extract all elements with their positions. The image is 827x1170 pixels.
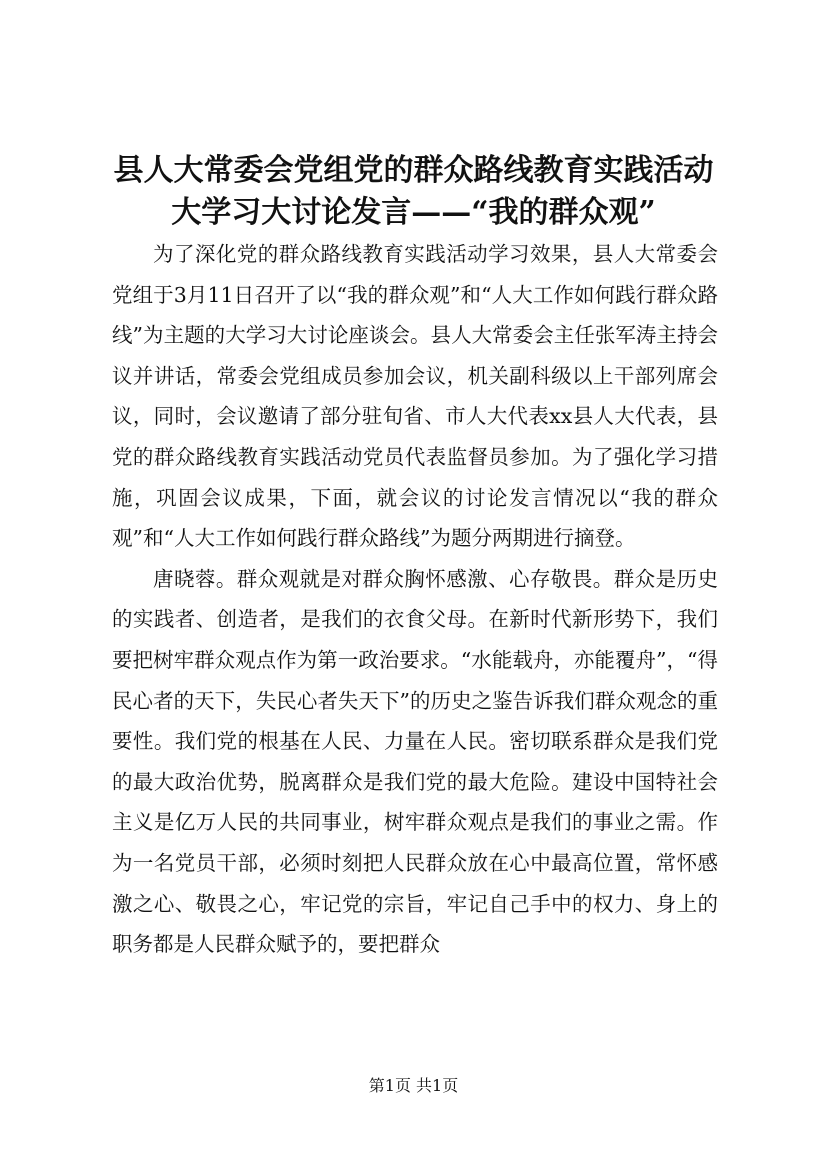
paragraph-1: 为了深化党的群众路线教育实践活动学习效果，县人大常委会党组于3月11日召开了以“我的群众观”和“人大工作如何践行群众路线”为主题的大学习大讨论座谈会。县人大常委会主任张军涛主持会议并讲话，常委会党组成员参加会议，机关副科级以上干部列席会议，同时，会议邀请了部分驻旬省、市人大代表xx县人大代表，县党的群众路线教育实践活动党员代表监督员参加。为了强化学习措施，巩固会议成果，下面，就会议的讨论发言情况以“我的群众观”和“人大工作如何践行群众路线”为题分两期进行摘登。: [112, 242, 718, 551]
document-body: [112, 234, 718, 965]
page-number-footer: 第1页 共1页: [368, 1076, 459, 1095]
title-line-2: 大学习大讨论发言——“我的群众观”: [171, 195, 656, 230]
paragraph-2: 唐晓蓉。群众观就是对群众胸怀感激、心存敬畏。群众是历史的实践者、创造者，是我们的衣食父母。在新时代新形势下，我们要把树牢群众观点作为第一政治要求。“水能载舟，亦能覆舟”，“得民心者的天下，失民心者失天下”的历史之鉴告诉我们群众观念的重要性。我们党的根基在人民、力量在人民。密切联系群众是我们党的最大政治优势，脱离群众是我们党的最大危险。建设中国特社会主义是亿万人民的共同事业，树牢群众观点是我们的事业之需。作为一名党员干部，必须时刻把人民群众放在心中最高位置，常怀感激之心、敬畏之心，牢记党的宗旨，牢记自己手中的权力、身上的职务都是人民群众赋予的，要把群众: [112, 566, 718, 957]
title-line-1: 县人大常委会党组党的群众路线教育实践活动: [113, 153, 714, 188]
document-title: [100, 150, 727, 234]
